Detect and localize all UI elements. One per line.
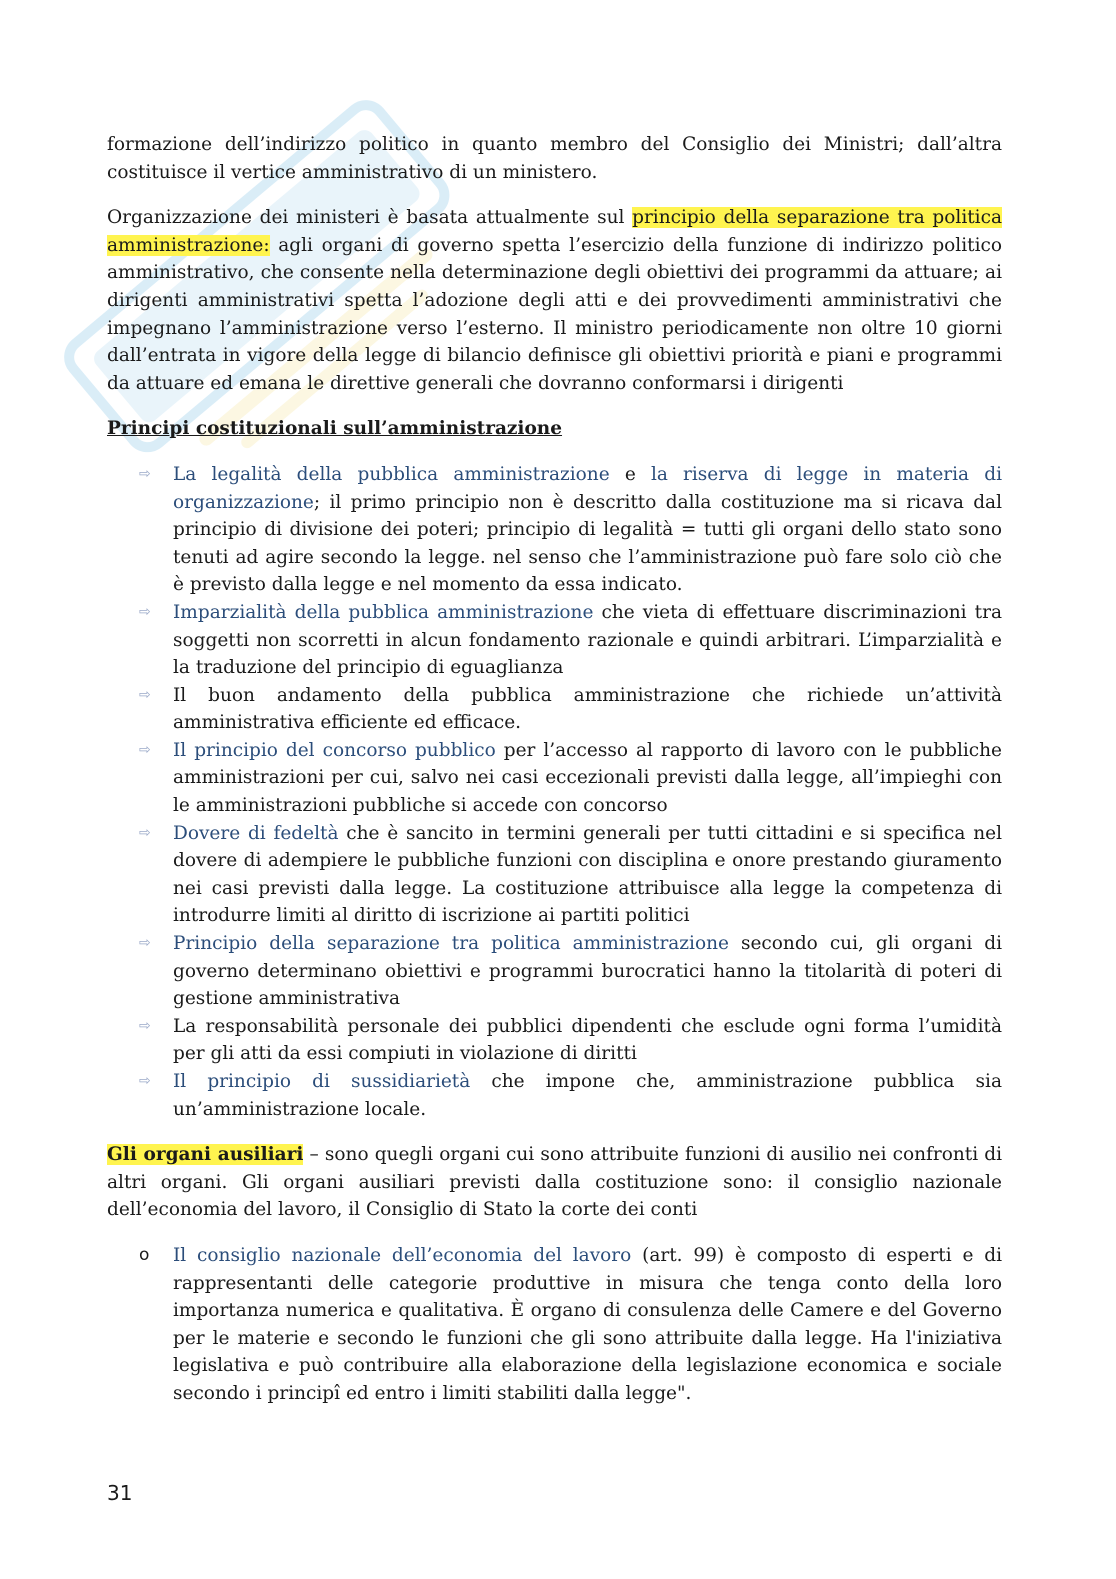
auxiliary-list xyxy=(107,1242,1002,1408)
arrow-icon: ⇨ xyxy=(139,741,151,758)
auxiliary-paragraph xyxy=(107,1141,1002,1224)
arrow-icon: ⇨ xyxy=(139,465,151,482)
principle-title: Il principio di sussidiarietà xyxy=(173,1071,471,1092)
list-item xyxy=(139,1068,1002,1123)
highlighted-principle: principio della separazione tra politica amministrazione: xyxy=(107,207,1002,256)
principle-text: che impone che, amministrazione pubblica sia un’amministrazione locale. xyxy=(173,1071,1002,1120)
principle-text: ; il primo principio non è descritto dalla costituzione ma si ricava dal principio di divisione dei poteri; principio di legalità = tutti gli organi dello stato sono tenuti ad agire secondo la legge. nel senso che l’amministrazione può fare solo ciò che è previsto dalla legge e nel momento da essa indicato. xyxy=(173,491,1002,596)
list-item xyxy=(139,930,1002,1013)
bullet-icon: o xyxy=(139,1244,150,1265)
principle-title: Il principio del concorso pubblico xyxy=(173,739,496,761)
list-item xyxy=(139,461,1002,599)
list-item xyxy=(139,1013,1002,1068)
list-item xyxy=(139,820,1002,930)
principle-text: La responsabilità personale dei pubblici dipendenti che esclude ogni forma l’umidità per gli atti da essi compiuti in violazione di diritti xyxy=(173,1015,1002,1065)
arrow-icon: ⇨ xyxy=(139,824,151,841)
principle-text: secondo cui, gli organi di governo determinano obiettivi e programmi burocratici hanno la titolarità di poteri di gestione amministrativa xyxy=(173,933,1002,1010)
principle-title: Principio della separazione tra politica amministrazione xyxy=(173,933,729,955)
arrow-icon: ⇨ xyxy=(139,603,151,620)
page-number: 31 xyxy=(107,1481,133,1505)
conjunction: e xyxy=(609,463,651,485)
arrow-icon: ⇨ xyxy=(139,1017,151,1034)
list-item xyxy=(139,599,1002,682)
principle-title: Dovere di fedeltà xyxy=(173,822,339,844)
principles-list xyxy=(107,461,1002,1123)
organization-text-after: agli organi di governo spetta l’esercizio della funzione di indirizzo politico amministrativo, che consente nella determinazione degli obiettivi dei programmi da attuare; ai dirigenti amministrativi spetta l’adozione degli atti e dei provvedimenti amministrativi che impegnano l’amministrazione verso l’esterno. Il ministro periodicamente non oltre 10 giorni dall’entrata in vigore della legge di bilancio definisce gli obiettivi priorità e piani e programmi da attuare ed emana le direttive generali che dovranno conformarsi i dirigenti xyxy=(107,234,1002,394)
principle-text: che vieta di effettuare discriminazioni tra soggetti non scorretti in alcun fondamento razionale e quindi arbitrari. L’imparzialità e la traduzione del principio di eguaglianza xyxy=(173,601,1002,679)
intro-paragraph: formazione dell’indirizzo politico in quanto membro del Consiglio dei Ministri; dall’altra costituisce il vertice amministrativo di un ministero. xyxy=(107,134,1002,183)
arrow-icon: ⇨ xyxy=(139,1073,151,1089)
principle-title: Imparzialità della pubblica amministrazione xyxy=(173,601,594,623)
document-page xyxy=(107,131,1002,1408)
organization-text-before: Organizzazione dei ministeri è basata attualmente sul xyxy=(107,207,633,229)
list-item xyxy=(139,682,1002,737)
principle-text: per l’accesso al rapporto di lavoro con le pubbliche amministrazioni per cui, salvo nei casi eccezionali previsti dalla legge, all’impieghi con le amministrazioni pubbliche si accede con concorso xyxy=(173,739,1003,817)
list-item xyxy=(139,737,1003,820)
list-item xyxy=(139,1242,1002,1408)
arrow-icon: ⇨ xyxy=(139,935,151,952)
principle-title: la riserva di legge in materia di organizzazione xyxy=(173,463,1002,513)
section-heading: Principi costituzionali sull’amministrazione xyxy=(107,418,563,440)
principle-title: La legalità della pubblica amministrazione xyxy=(173,463,610,485)
principle-text: Il buon andamento della pubblica amministrazione che richiede un’attività amministrativa efficiente ed efficace. xyxy=(173,684,1002,734)
organ-text: (art. 99) è composto di esperti e di rappresentanti delle categorie produttive in misura che tenga conto della loro importanza numerica e qualitativa. È organo di consulenza delle Camere e del Governo per le materie e secondo le funzioni che gli sono attribuite dalla legge. Ha l'iniziativa legislativa e può contribuire alla elaborazione della legislazione economica e sociale secondo i principî ed entro i limiti stabiliti dalla legge". xyxy=(173,1244,1002,1404)
organ-title: Il consiglio nazionale dell’economia del lavoro xyxy=(173,1244,632,1266)
highlighted-term: Gli organi ausiliari xyxy=(107,1144,304,1166)
organization-paragraph xyxy=(107,204,1002,397)
principle-text: che è sancito in termini generali per tutti cittadini e si specifica nel dovere di adempiere le pubbliche funzioni con disciplina e onore prestando giuramento nei casi previsti dalla legge. La costituzione attribuisce alla legge la competenza di introdurre limiti al diritto di iscrizione ai partiti politici xyxy=(173,822,1002,927)
arrow-icon: ⇨ xyxy=(139,686,151,703)
auxiliary-text: – sono quegli organi cui sono attribuite funzioni di ausilio nei confronti di altri organi. Gli organi ausiliari previsti dalla costituzione sono: il consiglio nazionale dell’economia del lavoro, il Consiglio di Stato la corte dei conti xyxy=(107,1144,1003,1221)
